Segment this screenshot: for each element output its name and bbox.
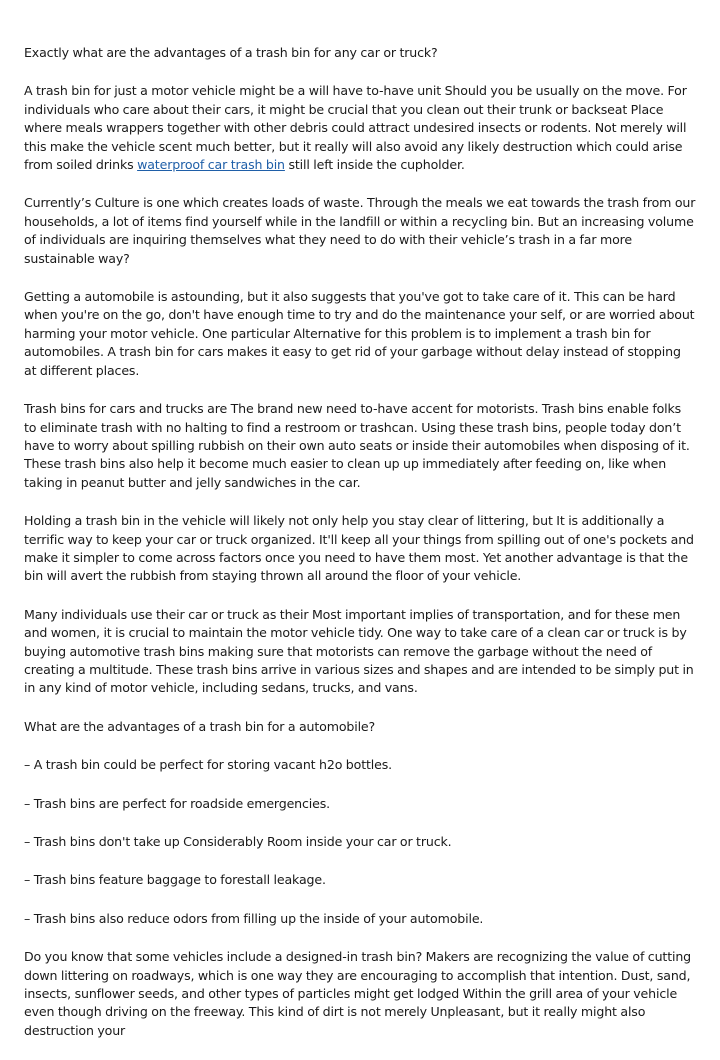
paragraph-intro bbox=[24, 82, 696, 174]
list-item: – Trash bins also reduce odors from filling up the inside of your automobile. bbox=[24, 910, 484, 926]
paragraph-transportation: Many individuals use their car or truck as their Most important implies of transportation, and for these men and women, it is crucial to maintain the motor vehicle tidy. One way to take care of a clean car or truck is by buying automotive trash bins making sure that motorists can remove the garbage without the need of creating a multitude. These trash bins arrive in various sizes and shapes and are intended to be simply put in in any kind of motor vehicle, including sedans, trucks, and vans. bbox=[24, 606, 694, 696]
paragraph-built-in-bin: Do you know that some vehicles include a designed-in trash bin? Makers are recognizing the value of cutting down littering on roadways, which is one way they are encouraging to accomplish that intention. Dust, sand, insects, sunflower seeds, and other types of particles might get lodged Within the grill area of your vehicle even though driving on the freeway. This kind of dirt is not merely Unpleasant, but it really might also destruction your bbox=[24, 949, 692, 1038]
list-item: – Trash bins don't take up Considerably Room inside your car or truck. bbox=[24, 834, 452, 849]
paragraph-automobile-care: Getting a automobile is astounding, but it also suggests that you've got to take care of it. This can be hard when you're on the go, don't have enough time to try and do the maintenance your self, or are worried about harming your motor vehicle. One particular Alternative for this problem is to implement a trash bin for automobiles. A trash bin for cars makes it easy to get rid of your garbage without delay instead of stopping at different places. bbox=[24, 289, 695, 378]
waterproof-car-trash-bin-link[interactable]: waterproof car trash bin bbox=[137, 157, 285, 173]
paragraph-must-have-accent: Trash bins for cars and trucks are The brand new need to-have accent for motorists. Trash bins enable folks to eliminate trash with no halting to find a restroom or trashcan. Using these trash bins, people today don’t have to worry about spilling rubbish on their own auto seats or inside their automobiles when disposing of it. These trash bins also help it become much easier to clean up up immediately after feeding on, like when taking in peanut butter and jelly sandwiches in the car. bbox=[24, 401, 690, 490]
list-item: – Trash bins are perfect for roadside emergencies. bbox=[24, 795, 330, 811]
paragraph-intro-text: A trash bin for just a motor vehicle might be a will have to-have unit Should you be usually on the move. For individuals who care about their cars, it might be crucial that you clean out their trunk or backseat Place where meals wrappers together with other debris could attract undesired insects or rodents. Not merely will this make the vehicle scent much better, but it really will also avoid any likely destruction which could arise from soiled drinks bbox=[24, 83, 687, 173]
list-item: – Trash bins feature baggage to forestall leakage. bbox=[24, 872, 326, 888]
paragraph-organization: Holding a trash bin in the vehicle will likely not only help you stay clear of littering, but It is additionally a terrific way to keep your car or truck organized. It'll keep all your things from spilling out of one's pockets and make it simpler to come across factors once you need to have them most. Yet another advantage is that the bin will avert the rubbish from staying thrown all around the floor of your vehicle. bbox=[24, 513, 694, 584]
list-item: – A trash bin could be perfect for storing vacant h2o bottles. bbox=[24, 757, 392, 773]
advantages-subheading: What are the advantages of a trash bin for a automobile? bbox=[24, 718, 376, 734]
paragraph-intro-tail: still left inside the cupholder. bbox=[284, 157, 465, 173]
paragraph-culture: Currently’s Culture is one which creates loads of waste. Through the meals we eat towards the trash from our households, a lot of items find yourself while in the landfill or within a recycling bin. But an increasing volume of individuals are inquiring themselves what they need to do with their vehicle’s trash in a far more sustainable way? bbox=[24, 195, 696, 266]
article-heading: Exactly what are the advantages of a trash bin for any car or truck? bbox=[24, 45, 438, 60]
article-body bbox=[24, 44, 696, 1060]
